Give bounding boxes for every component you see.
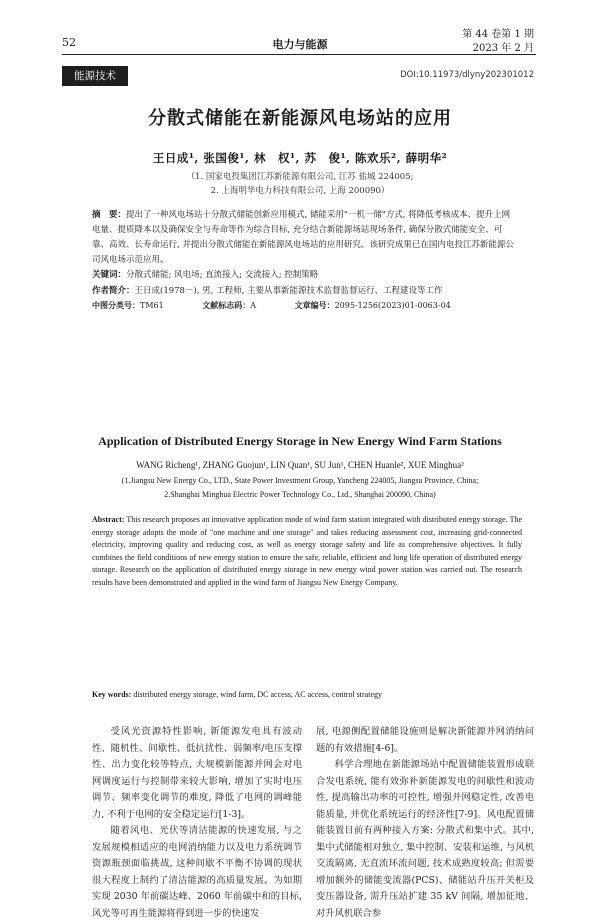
affiliation-cn-2: 2. 上海明华电力科技有限公司, 上海 200090）	[210, 186, 390, 196]
body-paragraph: 科学合理地在新能源场站中配置储能装置形成联合发电系统, 能有效弥补新能源发电的间歇性和波动性, 提高输出功率的可控性, 增强并网稳定性, 改善电能质量, 并优化系统运行的经济性[7-9]。风电配置储能装置目前有两种接入方案: 分散式和集中式。其中, 集中式储能相对独立, 集中控制、安装和运维, 与风机交流隔离, 无直流环流问题, 技术成熟度较高; 但需要增加额外的储能变流器(PCS)、储能站升压开关柜及变压器设备, 需升压站扩建 35 kV 间隔, 增加征地、对升风机联合参	[316, 759, 534, 919]
body-paragraph: 随着风电、光伏等清洁能源的快速发展, 与之发展规模相适应的电网消纳能力以及电力系统调节资源瓶颈面临挑战, 这种间歇不平衡不协调的现状很大程度上制约了清洁能源的高质量发展。为如期实现 2030 年前碳达峰、2060 年前碳中和的目标, 风光等可再生能源将得到进一步的快速发	[92, 825, 302, 919]
body-right-column	[316, 724, 534, 922]
keywords-en	[92, 690, 522, 699]
keywords-en-label: Key words:	[92, 690, 132, 699]
abstract-en-label: Abstract:	[92, 515, 125, 524]
keywords-cn	[92, 268, 516, 283]
page-number: 52	[62, 36, 76, 49]
authors-cn: 王日成¹, 张国俊¹, 林 权¹, 苏 俊¹, 陈欢乐², 薛明华²	[152, 151, 448, 165]
authors-en: WANG Richeng¹, ZHANG Guojun¹, LIN Quan¹, SU Jun¹, CHEN Huanle², XUE Minghua²	[136, 460, 464, 470]
section-tag: 能源技术	[62, 66, 128, 86]
doi: DOI:10.11973/dlyny202301012	[400, 70, 534, 80]
abstract-cn-text: 提出了一种风电场站十分散式储能创新应用模式, 储能采用"一机一储"方式, 将降低考核成本、提升上网电量、提质降本以及确保安全与寿命等作为综合目标, 充分结合新能源场站现场条件, 确保分散式储能安全、可靠、高效、长寿命运行, 并提出分散式储能在新能源风电场站的应用研究。该研究成果已在国内电投江苏新能源公司风电场示范应用。	[92, 210, 514, 265]
body-left-column	[92, 724, 302, 922]
abstract-en	[92, 514, 522, 590]
affiliation-en-1: (1.Jiangsu New Energy Co., LTD., State Power Investment Group, Yancheng 224005, Jiangsu Province, China;	[121, 476, 479, 485]
keywords-cn-text: 分散式储能; 风电场; 直流接入; 交流接入; 控制策略	[126, 270, 319, 280]
title-cn: 分散式储能在新能源风电场站的应用	[148, 108, 452, 129]
volume-issue: 第 44 卷第 1 期	[462, 29, 534, 40]
abstract-en-text: This research proposes an innovative application mode of wind farm station integrated with distributed energy storage. The energy storage adopts the mode of "one machine and one storage" and takes reducing assessment cost, increasing grid-connected electricity, improving quality and reducing cost, as well as energy storage safety and life as comprehensive objectives. It fully combines the field conditions of new energy station to ensure the safe, reliable, efficient and long life operation of distributed energy storage. Research on the application of distributed energy storage in new energy wind power station was carried out. The research results have been demonstrated and applied in the wind farm of Jiangsu New Energy Company.	[92, 515, 523, 587]
affiliation-en-2: 2.Shanghai Minghua Electric Power Technology Co., Ltd., Shanghai 200090, China)	[164, 490, 436, 499]
article-id: 文章编号：2095-1256(2023)01-0063-04	[294, 300, 451, 310]
body-paragraph: 受风光资源特性影响, 新能源发电具有波动性、随机性、间歇性、低抗扰性、弱频率/电压支撑性、出力变化较等特点, 大规模新能源并网会对电网调度运行与控制带来较大影响, 增加了实时电压调节、频率变化调节的难度, 降低了电网的调峰能力, 不利于电网的安全稳定运行[1-3]。	[92, 726, 302, 820]
clc-code: 中图分类号：TM61	[92, 300, 164, 310]
keywords-cn-label: 关键词：	[92, 270, 127, 280]
header-rule	[62, 54, 536, 55]
volume-info	[462, 28, 534, 56]
classification-line	[92, 300, 532, 311]
author-bio-label: 作者简介：	[92, 286, 135, 296]
journal-name: 电力与能源	[272, 38, 328, 51]
body-paragraph: 展, 电源侧配置储能设施则是解决新能源并网消纳问题的有效措施[4-6]。	[316, 726, 534, 754]
author-bio-text: 王日成(1978－), 男, 工程师, 主要从事新能源技术监督监督运行、工程建设等工作	[134, 286, 443, 296]
abstract-cn-label: 摘 要：	[92, 210, 127, 220]
title-en: Application of Distributed Energy Storage in New Energy Wind Farm Stations	[98, 434, 502, 448]
author-bio	[92, 284, 516, 299]
document-code: 文献标志码：A	[202, 300, 257, 310]
affiliation-cn-1: （1. 国家电投集团江苏新能源有限公司, 江苏 盐城 224005;	[186, 172, 414, 182]
abstract-cn	[92, 208, 516, 268]
issue-date: 2023 年 2 月	[472, 43, 534, 54]
keywords-en-text: distributed energy storage, wind farm, DC access, AC access, control strategy	[133, 690, 382, 699]
